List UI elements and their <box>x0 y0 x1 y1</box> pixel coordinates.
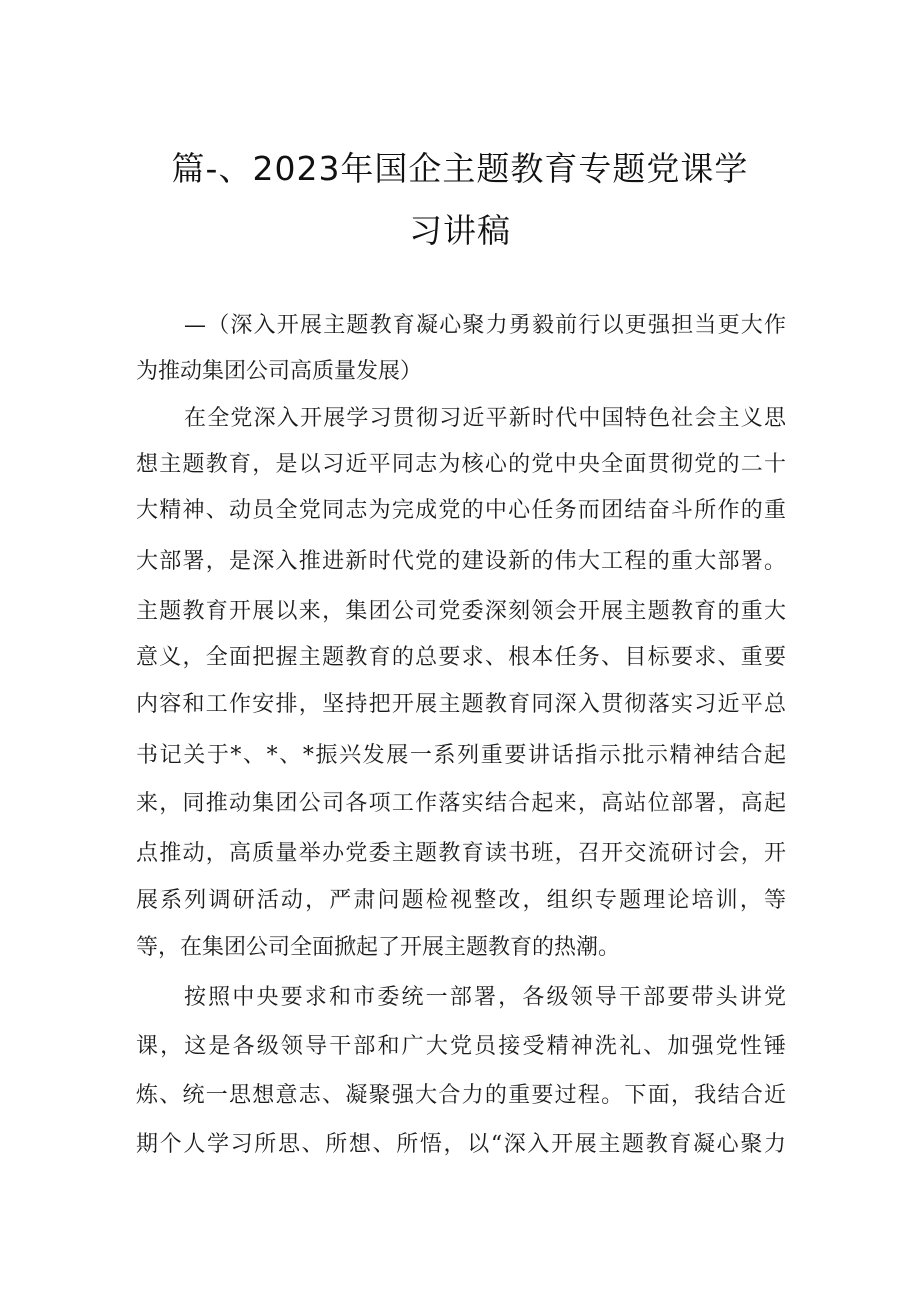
paragraph-line: 展系列调研活动，严肃问题检视整改，组织专题理论培训，等 <box>136 888 786 913</box>
paragraph-line: 内容和工作安排，坚持把开展主题教育同深入贯彻落实习近平总 <box>136 692 786 717</box>
document-title-line-1: 篇-、2023年国企主题教育专题党课学 <box>171 149 749 188</box>
paragraph-line: 课，这是各级领导干部和广大党员接受精神洗礼、加强党性锤 <box>136 1034 786 1059</box>
paragraph-line: 按照中央要求和市委统一部署，各级领导干部要带头讲党 <box>184 985 786 1010</box>
document-title-line-2: 习讲稿 <box>409 211 511 250</box>
paragraph-line: 来，同推动集团公司各项工作落实结合起来，高站位部署，高起 <box>136 791 786 816</box>
paragraph-line: 在全党深入开展学习贯彻习近平新时代中国特色社会主义思 <box>184 406 786 431</box>
paragraph-line: 炼、统一思想意志、凝聚强大合力的重要过程。下面，我结合近 <box>136 1083 786 1108</box>
subtitle-line: 为推动集团公司高质量发展） <box>136 359 423 384</box>
subtitle-line: —（深入开展主题教育凝心聚力勇毅前行以更强担当更大作 <box>184 313 786 338</box>
paragraph-line: 大部署，是深入推进新时代党的建设新的伟大工程的重大部署。 <box>136 549 786 574</box>
paragraph-line: 等，在集团公司全面掀起了开展主题教育的热潮。 <box>136 935 621 960</box>
paragraph-line: 大精神、动员全党同志为完成党的中心任务而团结奋斗所作的重 <box>136 498 786 523</box>
paragraph-line: 主题教育开展以来，集团公司党委深刻领会开展主题教育的重大 <box>136 599 786 624</box>
paragraph-line: 书记关于*、*、*振兴发展一系列重要讲话指示批示精神结合起 <box>136 743 786 768</box>
paragraph-line: 期个人学习所思、所想、所悟，以“深入开展主题教育凝心聚力 <box>136 1132 786 1157</box>
paragraph-line: 意义，全面把握主题教育的总要求、根本任务、目标要求、重要 <box>136 645 786 670</box>
paragraph-line: 想主题教育，是以习近平同志为核心的党中央全面贯彻党的二十 <box>136 452 786 477</box>
paragraph-line: 点推动，高质量举办党委主题教育读书班，召开交流研讨会，开 <box>136 841 786 866</box>
